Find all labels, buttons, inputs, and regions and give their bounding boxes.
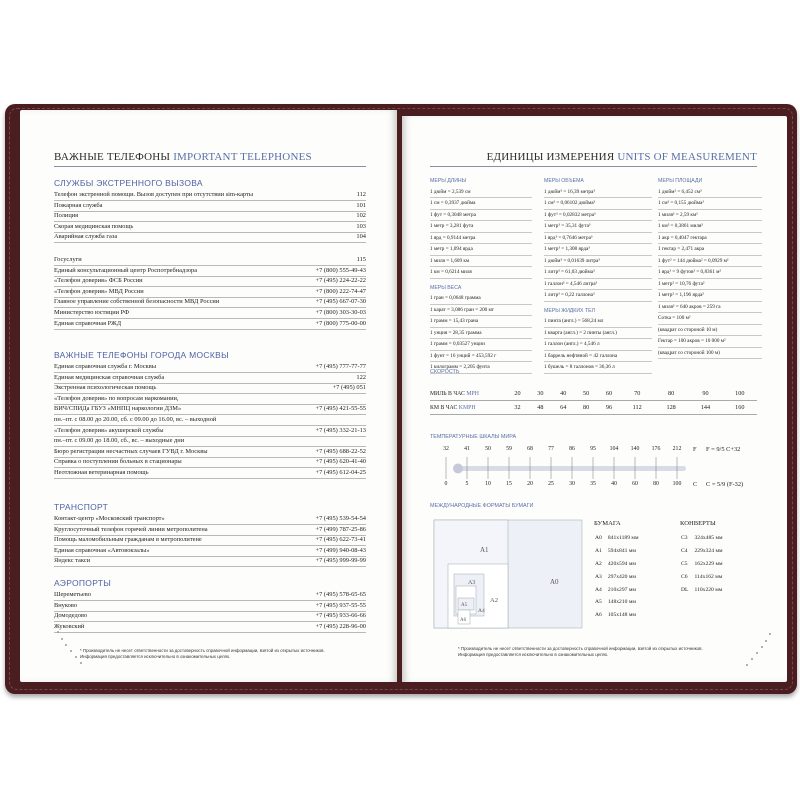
phone-label: ВИЧ/СПИДа ГБУЗ «МНПЦ наркологии ДЗМ» (54, 405, 182, 413)
phone-number: +7 (495) 622-73-41 (315, 536, 366, 544)
conversion-item: 1 фут² = 144 дюйма² = 0,0929 м² (658, 256, 762, 268)
conversion-item: 1 ярд³ = 0,7646 метра³ (544, 233, 652, 245)
phone-number: 101 (356, 201, 366, 209)
format-size: 324x485 мм (694, 535, 723, 542)
kmh-value: 112 (632, 404, 642, 411)
phone-row (54, 525, 366, 535)
header-underline (430, 166, 757, 167)
phone-row (54, 601, 366, 611)
conversion-item: 1 гектар = 2,471 акра (658, 244, 762, 256)
kmh-value: 128 (666, 404, 676, 411)
phone-number: +7 (495) 421-55-55 (315, 405, 366, 413)
conversion-item: Сотка = 100 м² (658, 313, 762, 325)
celsius-tick: 40 (611, 481, 617, 487)
phone-label: «Телефон доверия» ФСБ России (54, 277, 143, 285)
celsius-tick: 80 (653, 481, 659, 487)
fahrenheit-tick: 77 (548, 446, 554, 452)
envelopes-header: КОНВЕРТЫ (680, 520, 716, 527)
conversion-item: 1 метр = 1,094 ярда (430, 244, 532, 256)
fahrenheit-tick: 140 (630, 446, 640, 452)
format-row (592, 570, 642, 583)
celsius-tick: 35 (590, 481, 596, 487)
paper-formats-title: МЕЖДУНАРОДНЫЕ ФОРМАТЫ БУМАГИ (430, 503, 534, 509)
format-code: C4 (681, 548, 688, 555)
phone-number: +7 (800) 555-49-43 (315, 266, 366, 274)
phone-number: +7 (495) 332-21-13 (315, 426, 366, 434)
left-page-header (54, 151, 312, 163)
phone-row (54, 415, 366, 425)
phone-label: Единая справочная служба г. Москвы (54, 363, 157, 370)
phone-number: +7 (800) 222-74-47 (315, 287, 366, 295)
header-underline (54, 166, 366, 167)
phone-number: +7 (495) 228-96-00 (315, 622, 366, 630)
phone-number: +7 (499) 940-08-43 (315, 546, 366, 554)
conversion-item: 1 дюйм³ = 16,39 метра³ (544, 187, 652, 199)
phone-label: Жуковский (54, 622, 85, 630)
phone-number: +7 (495) 933-66-66 (315, 612, 366, 620)
phone-row (54, 211, 366, 221)
phone-label: Полиция (54, 212, 79, 220)
phone-row (54, 297, 366, 307)
section-title: СЛУЖБЫ ЭКСТРЕННОГО ВЫЗОВА (54, 178, 203, 188)
kmh-value: 32 (514, 404, 521, 411)
fahrenheit-letter: F (693, 446, 697, 453)
phone-label: Внуково (54, 601, 78, 609)
phone-label: Министерство юстиции РФ (54, 309, 130, 316)
fahrenheit-tick: 86 (569, 446, 575, 452)
phone-row (54, 222, 366, 232)
fahrenheit-tick: 104 (609, 446, 619, 452)
section-title: ВАЖНЫЕ ТЕЛЕФОНЫ ГОРОДА МОСКВЫ (54, 350, 229, 360)
phone-label: «Телефон доверия» по вопросам наркомании, (54, 394, 179, 402)
phone-number: +7 (499) 787-25-86 (315, 525, 366, 533)
header-ru: ВАЖНЫЕ ТЕЛЕФОНЫ (54, 151, 171, 163)
conversion-item: 1 ярд² = 9 футов² = 0,8361 м² (658, 267, 762, 279)
phone-row (54, 590, 366, 600)
phone-row (54, 362, 366, 372)
conversion-item: 1 акр = 0,4047 гектара (658, 233, 762, 245)
thermometer-graphic (430, 446, 690, 498)
phone-number: +7 (495) 688-22-52 (315, 447, 366, 455)
temperature-title: ТЕМПЕРАТУРНЫЕ ШКАЛЫ МИРА (430, 434, 517, 440)
phone-number: +7 (495) 539-54-54 (315, 515, 366, 522)
paper-diagram-label: A4 (478, 608, 485, 614)
kmh-value: 48 (537, 404, 544, 411)
fahrenheit-tick: 50 (485, 446, 491, 452)
conversion-item: 1 см = 0,3937 дюйма (430, 198, 532, 210)
conversion-item: 1 дюйм³ = 0,01639 литра³ (544, 256, 652, 268)
fahrenheit-tick: 41 (464, 446, 470, 452)
celsius-tick: 60 (632, 481, 638, 487)
phone-row (54, 201, 366, 211)
phone-row (54, 468, 366, 478)
conversion-item: 1 кварта (англ.) = 2 пинты (англ.) (544, 328, 652, 340)
kmh-value: 144 (700, 404, 711, 411)
phone-label: Контакт-центр «Московский транспорт» (54, 515, 165, 522)
header-en: IMPORTANT TELEPHONES (173, 151, 312, 163)
phone-number: 122 (356, 373, 366, 381)
celsius-tick: 30 (569, 481, 575, 487)
phone-number: 102 (356, 212, 366, 220)
conversion-item: 1 галлон³ = 4,546 литра³ (544, 279, 652, 291)
units-column-1 (430, 176, 532, 374)
conversion-item: 1 фут = 0,3048 метра (430, 210, 532, 222)
phone-row (54, 457, 366, 467)
conversion-item: 1 пинта (англ.) = 568,24 мл (544, 316, 652, 328)
phone-label: Помощь маломобильным гражданам в метрополитене (54, 536, 202, 544)
celsius-letter: C (693, 481, 698, 488)
row-divider (54, 478, 366, 479)
units-column-3 (658, 176, 762, 359)
phone-row (54, 308, 366, 318)
format-code: A1 (595, 548, 602, 555)
fahrenheit-tick: 212 (672, 446, 682, 452)
conversion-item: 1 баррель нефтяной = 42 галлона (544, 351, 652, 363)
phone-label: Аварийная служба газа (54, 233, 118, 241)
phone-row (54, 546, 366, 556)
units-section-title: МЕРЫ ВЕСА (430, 284, 462, 291)
phone-row (54, 514, 366, 524)
phone-label: Единая справочная «Автовокзалы» (54, 546, 150, 554)
right-footnote: * Производитель не несет ответственности за достоверность справочной информации, взятой из открытых источников. Информация предоставляется исключительно в ознакомительных целях. (458, 646, 703, 657)
fahrenheit-tick: 95 (590, 446, 596, 452)
format-size: 148x210 мм (607, 599, 636, 606)
phone-number: +7 (495) 224-22-22 (315, 277, 366, 285)
kmh-value: 96 (605, 404, 613, 411)
phone-row (54, 373, 366, 383)
decorative-dots (742, 632, 772, 672)
conversion-item: 1 метр² = 10,76 фута² (658, 279, 762, 291)
phone-label: Единая медицинская справочная служба (54, 373, 165, 381)
section-title: ТРАНСПОРТ (54, 502, 109, 512)
conversion-item: 1 литр³ = 0,22 галлона³ (544, 290, 652, 302)
phone-row (54, 276, 366, 286)
format-code: A6 (595, 612, 602, 619)
phone-row (54, 535, 366, 545)
conversion-item: 1 килограмм = 2,205 фунта (430, 362, 532, 374)
units-section-title: МЕРЫ ЖИДКИХ ТЕЛ (544, 307, 595, 314)
fahrenheit-formula: F = 9/5 C+32 (706, 446, 741, 453)
phone-number: 104 (356, 233, 366, 241)
phone-label: «Телефон доверия» МВД России (54, 287, 144, 295)
format-row (592, 596, 642, 609)
phone-row (54, 426, 366, 436)
format-code: A4 (595, 586, 602, 593)
conversion-item: 1 галлон (англ.) = 4,546 л (544, 339, 652, 351)
mph-value: 100 (735, 390, 745, 397)
conversion-item: 1 метр = 3,281 фута (430, 221, 532, 233)
format-size: 594x841 мм (607, 548, 636, 555)
conversion-item: (квадрат со стороной 10 м) (658, 325, 762, 337)
right-page (402, 116, 787, 682)
kmh-value: 160 (735, 404, 745, 411)
format-row (678, 570, 726, 583)
conversion-item: 1 бушель = 8 галлонов = 36,36 л (544, 362, 652, 374)
phone-row (54, 319, 366, 329)
phone-label: Бюро регистрации несчастных случаев ГУВД г. Москвы (54, 447, 208, 455)
phone-number: +7 (495) 667-07-30 (315, 298, 366, 306)
phone-label: Единая справочная РЖД (54, 319, 122, 327)
kmh-value: 64 (560, 404, 567, 411)
celsius-tick: 100 (672, 481, 682, 487)
format-size: 114x162 мм (694, 573, 723, 580)
format-row (592, 545, 642, 558)
conversion-item: Гектар = 100 акров = 10 000 м² (658, 336, 762, 348)
phone-label: Телефон экстренной помощи. Вызов доступен при отсутствии sim-карты (54, 191, 254, 198)
mph-row (430, 387, 757, 401)
celsius-tick: 25 (548, 481, 554, 487)
format-size: 162x229 мм (694, 560, 723, 567)
conversion-item: 1 метр² = 1,196 ярда² (658, 290, 762, 302)
format-code: A3 (595, 573, 602, 580)
speed-title: СКОРОСТЬ (430, 369, 460, 375)
phone-number: +7 (495) 777-77-77 (315, 363, 366, 370)
format-code: C6 (681, 573, 688, 580)
envelope-sizes-table (678, 532, 726, 596)
phone-number: +7 (800) 775-00-00 (315, 319, 366, 327)
conversion-item: 1 унция = 28,35 грамма (430, 328, 532, 340)
conversion-item: 1 фунт = 16 унций = 453,592 г (430, 351, 532, 363)
paper-header: БУМАГА (594, 520, 621, 527)
conversion-item: 1 фут³ = 0,02832 метра³ (544, 210, 652, 222)
phone-row (54, 436, 366, 446)
format-row (678, 532, 726, 545)
format-size: 841x1189 мм (607, 535, 639, 542)
conversion-item: 1 литр³ = 61,03 дюйма³ (544, 267, 652, 279)
fahrenheit-tick: 32 (443, 446, 449, 452)
paper-diagram-label: A2 (490, 597, 498, 604)
left-footnote: * Производитель не несет ответственности за достоверность справочной информации, взятой из открытых источников. Информация предоставляется исключительно в ознакомительных целях. (80, 648, 325, 659)
phone-row (54, 611, 366, 621)
conversion-item: 1 гран = 0,0648 грамма (430, 293, 532, 305)
left-page (20, 110, 397, 682)
phone-number: +7 (800) 303-30-03 (315, 309, 366, 316)
row-divider (54, 632, 366, 633)
celsius-tick: 5 (465, 481, 469, 487)
phone-number: 103 (356, 222, 366, 230)
kmh-value: 80 (583, 404, 590, 411)
phone-row (54, 394, 366, 404)
phone-label: «Телефон доверия» акушерской службы (54, 426, 164, 434)
phone-label: Яндекс такси (54, 557, 91, 565)
fahrenheit-tick: 68 (527, 446, 533, 452)
celsius-formula: C = 5/9 (F-32) (706, 481, 744, 488)
phone-label: Госуслуги (54, 256, 82, 263)
conversion-item: 1 ярд = 0,9144 метра (430, 233, 532, 245)
celsius-tick: 15 (506, 481, 512, 487)
paper-diagram-label: A5 (461, 603, 468, 608)
phone-label: пн.–пт. с 09.00 до 18.00, сб., вс. – выходные дни (54, 437, 185, 445)
celsius-tick: 20 (527, 481, 533, 487)
mph-value: 40 (560, 390, 567, 397)
mph-value: 70 (634, 390, 641, 397)
celsius-tick: 10 (485, 481, 491, 487)
units-section-title: МЕРЫ ПЛОЩАДИ (658, 178, 703, 184)
phone-row (54, 232, 366, 242)
phone-row (54, 255, 366, 265)
format-code: DL (681, 586, 689, 593)
phone-row (54, 287, 366, 297)
phone-label: Неотложная ветеринарная помощь (54, 469, 149, 476)
mph-label: МИЛЬ В ЧАС MPH (430, 390, 479, 397)
conversion-item: 1 миля² = 640 акров = 259 га (658, 302, 762, 314)
right-page-header (487, 151, 757, 163)
format-size: 105x148 мм (607, 612, 636, 619)
conversion-item: 1 км² = 0,3861 миля² (658, 221, 762, 233)
format-code: A2 (595, 560, 602, 567)
phone-number: 115 (356, 256, 366, 263)
mph-value: 80 (668, 390, 675, 397)
paper-diagram-label: A0 (550, 578, 559, 586)
paper-sizes-table (592, 532, 642, 622)
format-size: 420x594 мм (607, 560, 636, 567)
row-divider (54, 329, 366, 330)
conversion-item: 1 карат = 3,086 гран = 200 мг (430, 305, 532, 317)
temperature-scales (430, 446, 770, 498)
phone-row (54, 404, 366, 414)
units-section-title: МЕРЫ ДЛИНЫ (430, 178, 467, 184)
phone-number: +7 (495) 578-65-65 (315, 591, 366, 598)
mph-value: 90 (702, 390, 709, 397)
phone-number: +7 (495) 999-99-99 (315, 557, 366, 565)
phone-row (54, 243, 366, 253)
format-code: A0 (595, 535, 602, 542)
decorative-dots (56, 630, 86, 670)
phone-number: +7 (495) 937-55-55 (315, 601, 366, 609)
paper-sizes-diagram (430, 514, 590, 634)
conversion-item: 1 миля² = 2,59 км² (658, 210, 762, 222)
phone-label: Главное управление собственной безопасности МВД России (54, 298, 220, 306)
conversion-item: 1 метр³ = 35,31 фута³ (544, 221, 652, 233)
kmh-label: КМ В ЧАС KMPH (430, 404, 476, 411)
phone-number: +7 (495) 051 (332, 384, 366, 392)
phone-number: +7 (495) 612-04-25 (315, 469, 366, 476)
conversion-item: 1 грамм = 15,43 грана (430, 316, 532, 328)
format-code: A5 (595, 599, 602, 606)
phone-label: Скорая медицинская помощь (54, 222, 134, 230)
phone-row (54, 266, 366, 276)
phone-label: Единый консультационный центр Роспотребнадзора (54, 266, 198, 274)
conversion-item: 1 миля = 1,609 км (430, 256, 532, 268)
celsius-tick: 0 (444, 481, 448, 487)
format-code: C3 (681, 535, 688, 542)
conversion-item: 1 дюйм² = 6,452 см² (658, 187, 762, 199)
conversion-item: (квадрат со стороной 100 м) (658, 348, 762, 360)
paper-diagram-label: A1 (480, 546, 489, 554)
phone-label: Круглосуточный телефон горячей линии метрополитена (54, 525, 208, 533)
format-row (678, 583, 726, 596)
header-ru: ЕДИНИЦЫ ИЗМЕРЕНИЯ (486, 151, 615, 163)
units-column-2 (544, 176, 652, 374)
format-row (678, 545, 726, 558)
mph-value: 20 (514, 390, 521, 397)
phone-label: пн.–пт. с 08.00 до 20.00, сб. с 09.00 до 16.00, вс. – выходной (54, 416, 217, 423)
header-en: UNITS OF MEASUREMENT (617, 151, 757, 163)
mph-value: 30 (537, 390, 544, 397)
format-row (592, 558, 642, 571)
phone-number: 112 (356, 191, 366, 198)
conversion-item: 1 км = 0,6214 миля (430, 267, 532, 279)
format-size: 210x297 мм (607, 586, 636, 593)
phone-row (54, 556, 366, 566)
phone-label: Справка о поступлении больных в стационары (54, 458, 182, 466)
format-row (678, 558, 726, 571)
phone-row (54, 383, 366, 393)
paper-diagram-label: A6 (460, 618, 467, 623)
format-size: 297x420 мм (607, 573, 636, 580)
phone-number: +7 (495) 620-41-40 (315, 458, 366, 466)
section-title: АЭРОПОРТЫ (54, 578, 112, 588)
mph-value: 60 (605, 390, 613, 397)
phone-row (54, 190, 366, 200)
row-divider (54, 566, 366, 567)
speed-table (430, 387, 757, 415)
phone-label: Экстренная психологическая помощь (54, 384, 157, 392)
format-code: C5 (681, 560, 688, 567)
format-size: 110x220 мм (694, 586, 723, 593)
paper-diagram-label: A3 (468, 580, 476, 586)
format-size: 229x324 мм (694, 548, 723, 555)
conversion-item: 1 грамм = 0,03527 унции (430, 339, 532, 351)
format-row (592, 609, 642, 622)
phone-row (54, 622, 366, 632)
conversion-item: 1 метр³ = 1,308 ярда³ (544, 244, 652, 256)
fahrenheit-tick: 176 (651, 446, 661, 452)
fahrenheit-tick: 59 (506, 446, 512, 452)
phone-row (54, 447, 366, 457)
phone-label: Домодедово (54, 612, 88, 620)
conversion-item: 1 дюйм = 2,539 см (430, 187, 532, 199)
phone-label: Шереметьево (54, 591, 91, 598)
kmh-row (430, 401, 757, 415)
mph-value: 50 (583, 390, 590, 397)
format-row (592, 532, 642, 545)
conversion-item: 1 см² = 0,155 дюйма² (658, 198, 762, 210)
units-section-title: МЕРЫ ОБЪЕМА (544, 178, 584, 184)
format-row (592, 583, 642, 596)
phone-label: Пожарная служба (54, 201, 103, 209)
conversion-item: 1 см³ = 0,06102 дюйма³ (544, 198, 652, 210)
